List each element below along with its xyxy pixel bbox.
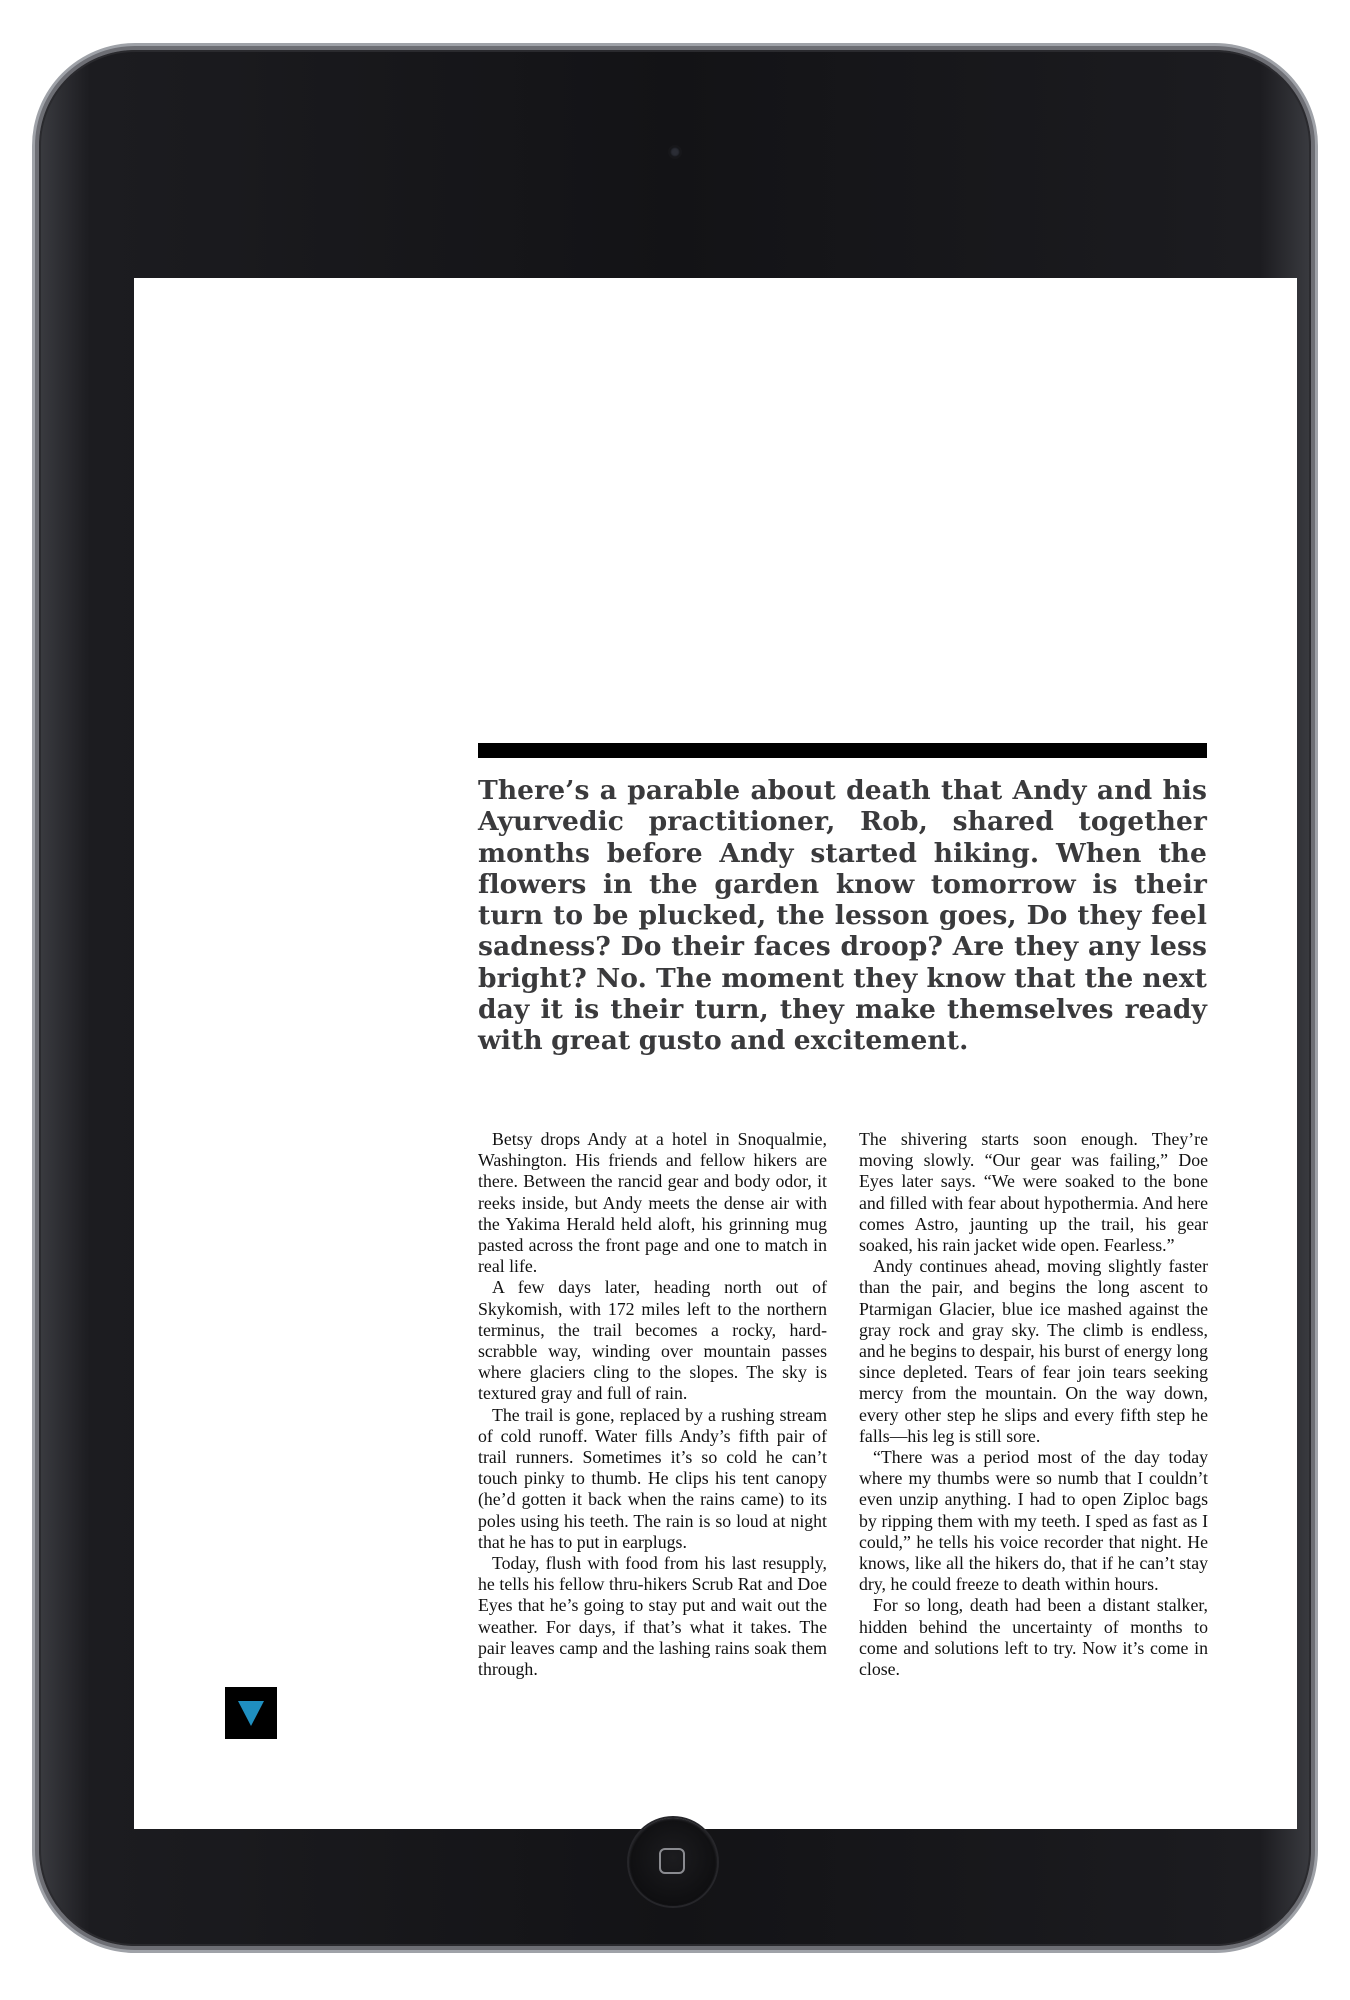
pull-quote: There’s a parable about death that Andy and his Ayurvedic practitioner, Rob, shared together months before Andy started hiking. When the flowers in the garden know tomorrow is their turn to be plucked, the lesson goes, Do they feel sadness? Do their faces droop? Are they any less bright? No. The moment they know that the next day it is their turn, they make themselves ready with great gusto and excitement. xyxy=(478,775,1207,1057)
body-column-left xyxy=(478,1129,827,1680)
paragraph: “There was a period most of the day today where my thumbs were so numb that I couldn’t even unzip anything. I had to open Ziploc bags by ripping them with my teeth. I sped as fast as I could,” he tells his voice recorder that night. He knows, like all the hikers do, that if he can’t stay dry, he could freeze to death within hours. xyxy=(859,1447,1208,1595)
paragraph: The trail is gone, replaced by a rushing stream of cold runoff. Water fills Andy’s fifth pair of trail runners. Sometimes it’s so cold he can’t touch pinky to thumb. He clips his tent canopy (he’d gotten it back when the rains came) to its poles using his teeth. The rain is so loud at night that he has to put in earplugs. xyxy=(478,1404,827,1552)
body-column-right xyxy=(859,1129,1208,1680)
next-page-button[interactable] xyxy=(225,1687,277,1739)
down-triangle-icon xyxy=(238,1701,264,1726)
paragraph: Betsy drops Andy at a hotel in Snoqualmie, Washington. His friends and fellow hikers are there. Between the rancid gear and body odor, it reeks inside, but Andy meets the dense air with the Yakima Herald held aloft, his grinning mug pasted across the front page and one to match in real life. xyxy=(478,1129,827,1277)
pull-quote-rule xyxy=(478,743,1207,758)
paragraph: A few days later, heading north out of Skykomish, with 172 miles left to the northern terminus, the trail becomes a rocky, hard-scrabble way, winding over mountain passes where glaciers cling to the slopes. The sky is textured gray and full of rain. xyxy=(478,1277,827,1404)
home-square-icon xyxy=(659,1848,685,1874)
tablet-frame xyxy=(39,50,1311,1946)
home-button[interactable] xyxy=(629,1818,717,1906)
paragraph: The shivering starts soon enough. They’re moving slowly. “Our gear was failing,” Doe Eyes later says. “We were soaked to the bone and filled with fear about hypothermia. And here comes Astro, jaunting up the trail, his gear soaked, his rain jacket wide open. Fearless.” xyxy=(859,1129,1208,1256)
article-page[interactable] xyxy=(134,278,1297,1829)
camera-dot-icon xyxy=(670,147,680,157)
paragraph: Andy continues ahead, moving slightly faster than the pair, and begins the long ascent to Ptarmigan Glacier, blue ice mashed against the gray rock and gray sky. The climb is endless, and he begins to despair, his burst of energy long since depleted. Tears of fear join tears seeking mercy from the mountain. On the way down, every other step he slips and every fifth step he falls—his leg is still sore. xyxy=(859,1256,1208,1446)
paragraph: For so long, death had been a distant stalker, hidden behind the uncertainty of months to come and solutions left to try. Now it’s come in close. xyxy=(859,1595,1208,1680)
paragraph: Today, flush with food from his last resupply, he tells his fellow thru-hikers Scrub Rat and Doe Eyes that he’s going to stay put and wait out the weather. For days, if that’s what it takes. The pair leaves camp and the lashing rains soak them through. xyxy=(478,1553,827,1680)
